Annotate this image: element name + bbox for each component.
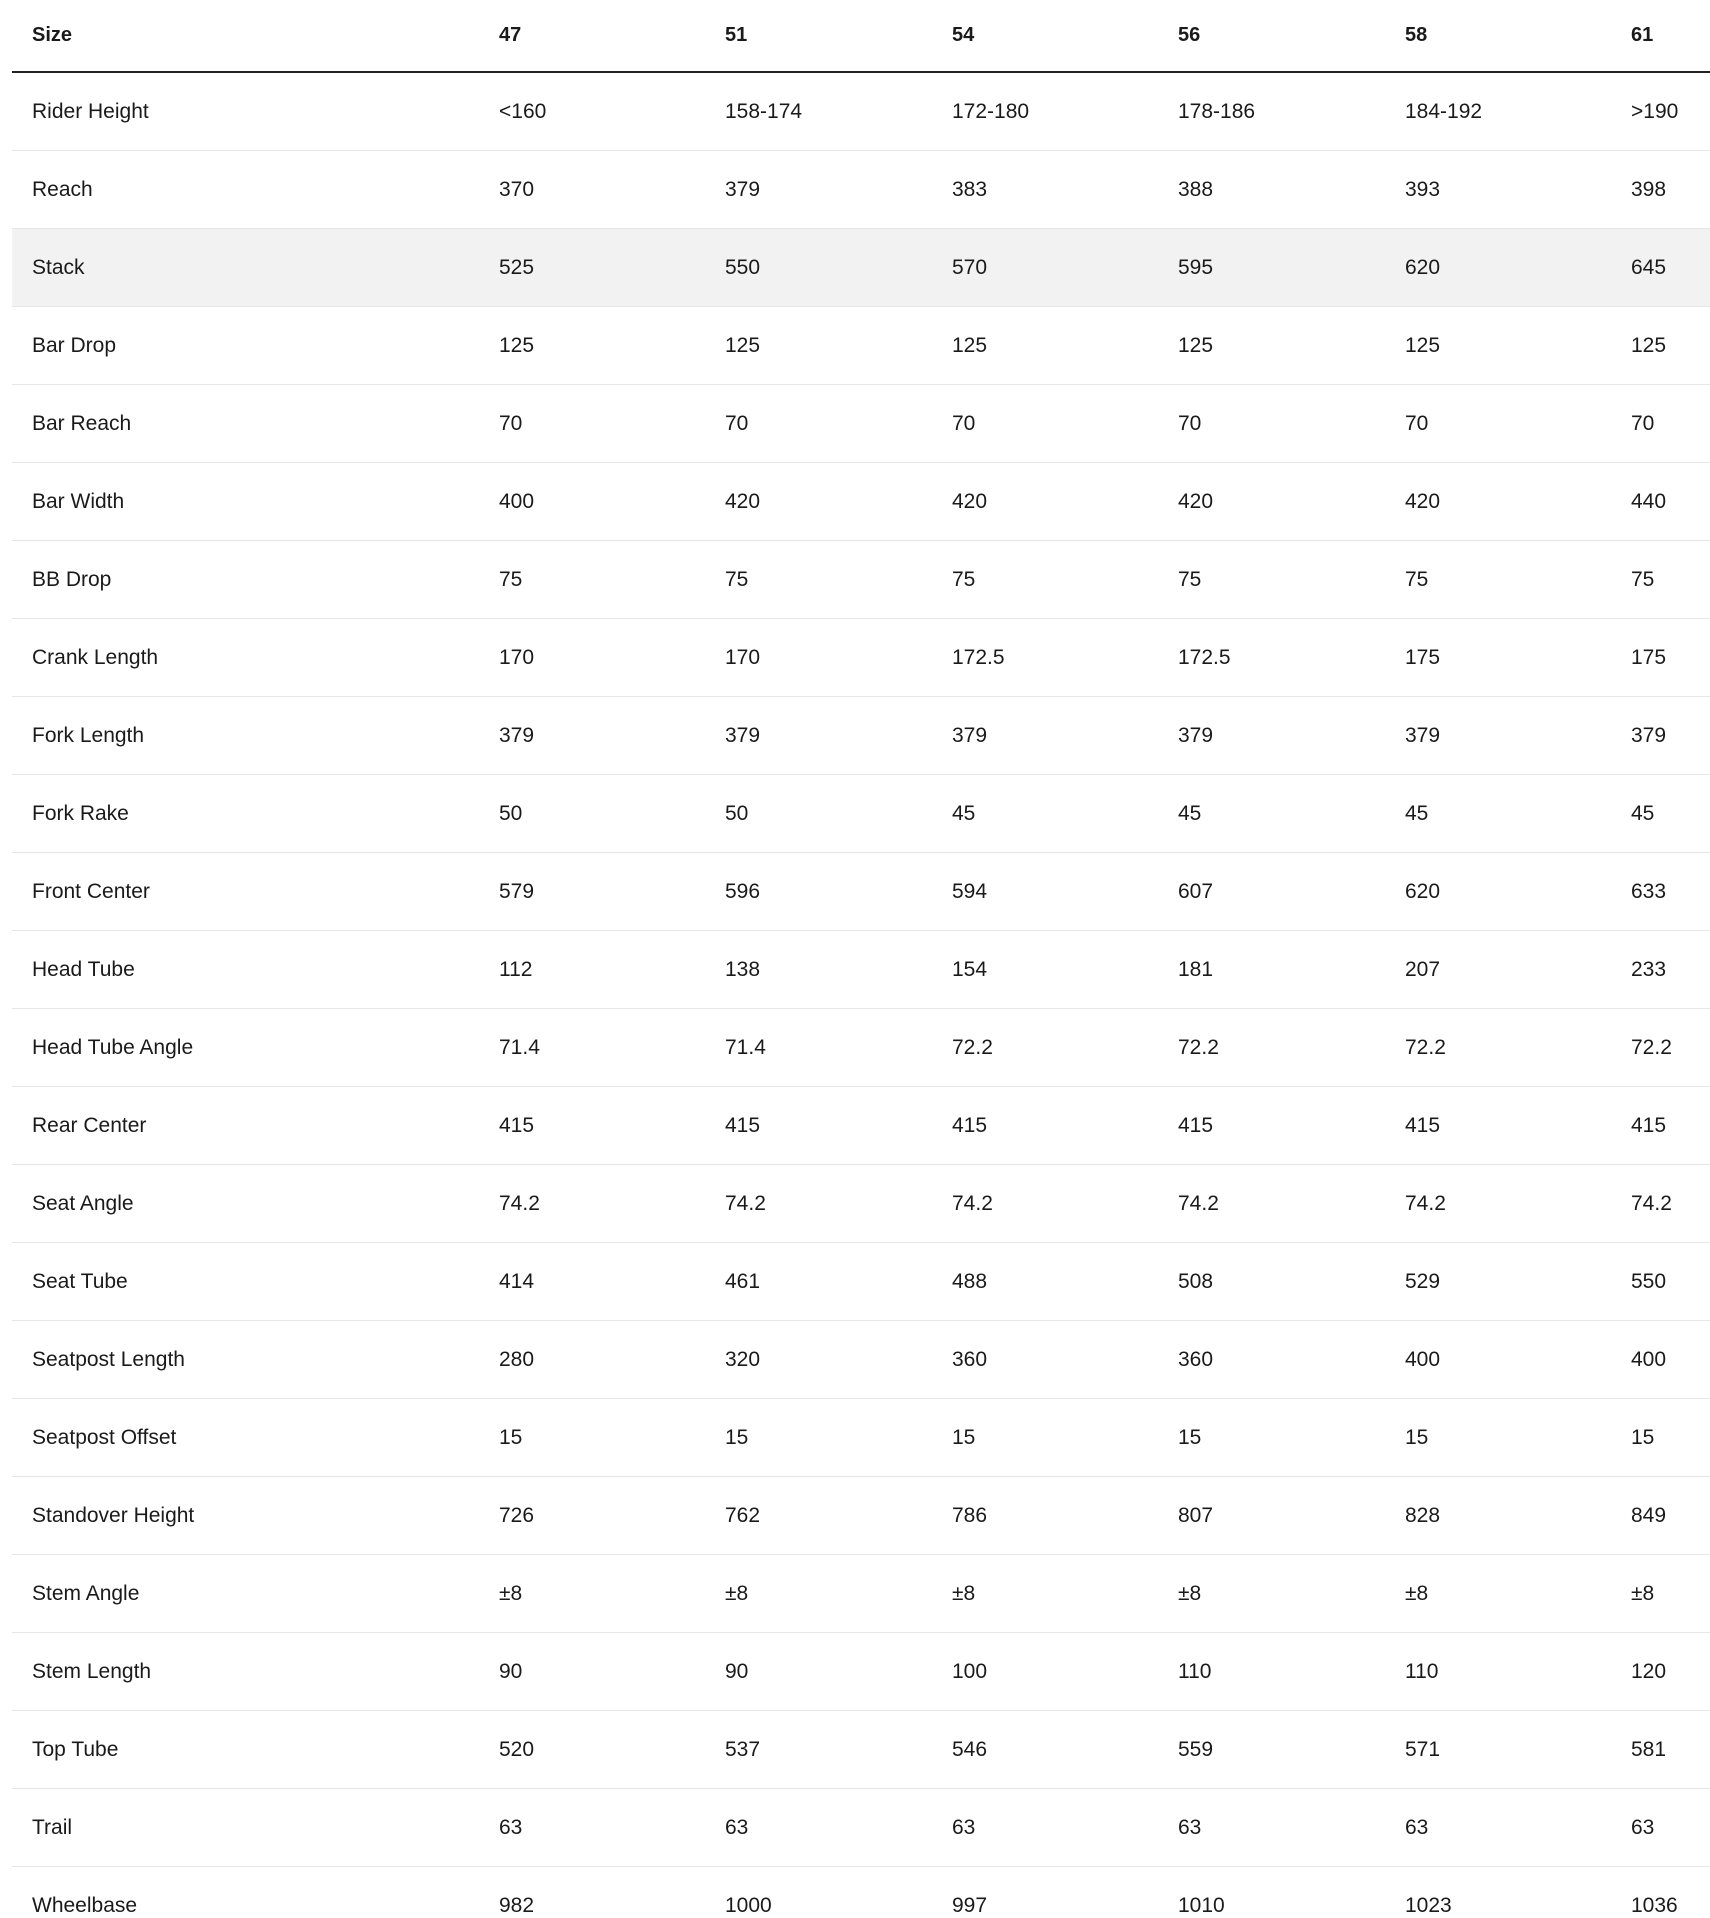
table-row [12,1087,1710,1165]
cell-value: 75 [1611,541,1710,619]
row-label: Standover Height [12,1477,479,1555]
row-label: Stack [12,229,479,307]
cell-value: 70 [1158,385,1385,463]
cell-value: 393 [1385,151,1611,229]
cell-value: 633 [1611,853,1710,931]
header-size-label: Size [12,0,479,72]
cell-value: 762 [705,1477,932,1555]
cell-value: 786 [932,1477,1158,1555]
cell-value: 90 [705,1633,932,1711]
table-row [12,1789,1710,1867]
cell-value: 415 [479,1087,705,1165]
table-header [12,0,1710,72]
table-row [12,1555,1710,1633]
cell-value: 125 [705,307,932,385]
table-row [12,1477,1710,1555]
row-label: Head Tube Angle [12,1009,479,1087]
table-row [12,1711,1710,1789]
cell-value: 74.2 [1385,1165,1611,1243]
cell-value: 63 [1158,1789,1385,1867]
cell-value: ±8 [1611,1555,1710,1633]
cell-value: 63 [1611,1789,1710,1867]
cell-value: 360 [932,1321,1158,1399]
cell-value: 45 [1158,775,1385,853]
cell-value: 1000 [705,1867,932,1918]
cell-value: 45 [1611,775,1710,853]
cell-value: 537 [705,1711,932,1789]
cell-value: 112 [479,931,705,1009]
cell-value: 63 [932,1789,1158,1867]
cell-value: 90 [479,1633,705,1711]
cell-value: 982 [479,1867,705,1918]
cell-value: 15 [479,1399,705,1477]
cell-value: 158-174 [705,72,932,151]
cell-value: 45 [932,775,1158,853]
cell-value: 72.2 [932,1009,1158,1087]
cell-value: 360 [1158,1321,1385,1399]
cell-value: 75 [1385,541,1611,619]
table-row [12,541,1710,619]
cell-value: 415 [1611,1087,1710,1165]
table-row [12,385,1710,463]
cell-value: 172-180 [932,72,1158,151]
row-label: Rear Center [12,1087,479,1165]
row-label: Seatpost Length [12,1321,479,1399]
table-row [12,853,1710,931]
cell-value: 72.2 [1611,1009,1710,1087]
cell-value: 420 [705,463,932,541]
row-label: Front Center [12,853,479,931]
cell-value: 75 [1158,541,1385,619]
cell-value: 379 [1385,697,1611,775]
cell-value: 71.4 [705,1009,932,1087]
cell-value: 138 [705,931,932,1009]
cell-value: 997 [932,1867,1158,1918]
cell-value: 154 [932,931,1158,1009]
cell-value: 15 [1158,1399,1385,1477]
row-label: Bar Width [12,463,479,541]
cell-value: 63 [705,1789,932,1867]
cell-value: 233 [1611,931,1710,1009]
cell-value: 175 [1385,619,1611,697]
cell-value: 175 [1611,619,1710,697]
cell-value: 415 [932,1087,1158,1165]
table-row [12,463,1710,541]
cell-value: 383 [932,151,1158,229]
cell-value: 207 [1385,931,1611,1009]
cell-value: 70 [932,385,1158,463]
table-row [12,151,1710,229]
row-label: Head Tube [12,931,479,1009]
cell-value: 488 [932,1243,1158,1321]
cell-value: 550 [705,229,932,307]
cell-value: 828 [1385,1477,1611,1555]
cell-value: 525 [479,229,705,307]
cell-value: 74.2 [1158,1165,1385,1243]
cell-value: 807 [1158,1477,1385,1555]
header-size-54: 54 [932,0,1158,72]
cell-value: 15 [705,1399,932,1477]
table-row [12,619,1710,697]
cell-value: 379 [705,697,932,775]
cell-value: 125 [1385,307,1611,385]
row-label: BB Drop [12,541,479,619]
cell-value: 15 [932,1399,1158,1477]
cell-value: ±8 [479,1555,705,1633]
cell-value: 50 [705,775,932,853]
cell-value: 1036 [1611,1867,1710,1918]
cell-value: 172.5 [1158,619,1385,697]
cell-value: 74.2 [1611,1165,1710,1243]
cell-value: 72.2 [1385,1009,1611,1087]
cell-value: 508 [1158,1243,1385,1321]
cell-value: 581 [1611,1711,1710,1789]
cell-value: 726 [479,1477,705,1555]
header-row [12,0,1710,72]
cell-value: >190 [1611,72,1710,151]
cell-value: 320 [705,1321,932,1399]
cell-value: 379 [705,151,932,229]
table-row [12,307,1710,385]
cell-value: ±8 [1385,1555,1611,1633]
geometry-table [12,0,1710,1918]
row-label: Trail [12,1789,479,1867]
cell-value: 398 [1611,151,1710,229]
table-row [12,1009,1710,1087]
geometry-table-container [12,0,1710,1918]
cell-value: 63 [1385,1789,1611,1867]
cell-value: 550 [1611,1243,1710,1321]
header-size-56: 56 [1158,0,1385,72]
cell-value: ±8 [932,1555,1158,1633]
cell-value: 70 [705,385,932,463]
cell-value: 420 [1385,463,1611,541]
cell-value: 415 [1385,1087,1611,1165]
cell-value: 178-186 [1158,72,1385,151]
cell-value: 74.2 [479,1165,705,1243]
cell-value: 50 [479,775,705,853]
cell-value: 125 [932,307,1158,385]
cell-value: 1023 [1385,1867,1611,1918]
cell-value: 400 [479,463,705,541]
cell-value: 400 [1385,1321,1611,1399]
cell-value: 170 [705,619,932,697]
table-row [12,1321,1710,1399]
table-row [12,697,1710,775]
cell-value: 559 [1158,1711,1385,1789]
cell-value: 75 [705,541,932,619]
header-size-47: 47 [479,0,705,72]
row-label: Reach [12,151,479,229]
cell-value: 620 [1385,853,1611,931]
header-size-58: 58 [1385,0,1611,72]
table-row [12,229,1710,307]
cell-value: 607 [1158,853,1385,931]
row-label: Fork Rake [12,775,479,853]
row-label: Stem Angle [12,1555,479,1633]
cell-value: 596 [705,853,932,931]
cell-value: 440 [1611,463,1710,541]
table-row [12,1399,1710,1477]
cell-value: 170 [479,619,705,697]
row-label: Top Tube [12,1711,479,1789]
cell-value: 125 [1611,307,1710,385]
table-row [12,775,1710,853]
cell-value: 71.4 [479,1009,705,1087]
cell-value: 379 [932,697,1158,775]
cell-value: 70 [479,385,705,463]
cell-value: 15 [1385,1399,1611,1477]
cell-value: 70 [1385,385,1611,463]
row-label: Stem Length [12,1633,479,1711]
cell-value: 125 [1158,307,1385,385]
cell-value: 379 [1611,697,1710,775]
table-row [12,1867,1710,1918]
cell-value: 414 [479,1243,705,1321]
table-body [12,72,1710,1918]
cell-value: 520 [479,1711,705,1789]
cell-value: 571 [1385,1711,1611,1789]
table-row [12,1165,1710,1243]
cell-value: 579 [479,853,705,931]
table-row [12,1243,1710,1321]
cell-value: 75 [479,541,705,619]
row-label: Bar Drop [12,307,479,385]
cell-value: 420 [1158,463,1385,541]
cell-value: 529 [1385,1243,1611,1321]
cell-value: ±8 [1158,1555,1385,1633]
cell-value: 70 [1611,385,1710,463]
cell-value: 620 [1385,229,1611,307]
cell-value: 110 [1385,1633,1611,1711]
cell-value: 595 [1158,229,1385,307]
cell-value: 379 [479,697,705,775]
cell-value: 120 [1611,1633,1710,1711]
row-label: Fork Length [12,697,479,775]
cell-value: 125 [479,307,705,385]
cell-value: 74.2 [932,1165,1158,1243]
cell-value: <160 [479,72,705,151]
cell-value: 379 [1158,697,1385,775]
cell-value: 45 [1385,775,1611,853]
cell-value: 110 [1158,1633,1385,1711]
table-row [12,1633,1710,1711]
row-label: Wheelbase [12,1867,479,1918]
cell-value: 388 [1158,151,1385,229]
cell-value: 172.5 [932,619,1158,697]
cell-value: 1010 [1158,1867,1385,1918]
cell-value: 75 [932,541,1158,619]
row-label: Seat Angle [12,1165,479,1243]
row-label: Rider Height [12,72,479,151]
cell-value: 181 [1158,931,1385,1009]
cell-value: 849 [1611,1477,1710,1555]
cell-value: 415 [705,1087,932,1165]
cell-value: 546 [932,1711,1158,1789]
cell-value: 280 [479,1321,705,1399]
row-label: Seatpost Offset [12,1399,479,1477]
cell-value: 461 [705,1243,932,1321]
cell-value: 370 [479,151,705,229]
cell-value: 15 [1611,1399,1710,1477]
cell-value: 645 [1611,229,1710,307]
row-label: Seat Tube [12,1243,479,1321]
cell-value: 100 [932,1633,1158,1711]
row-label: Bar Reach [12,385,479,463]
table-row [12,931,1710,1009]
cell-value: 184-192 [1385,72,1611,151]
cell-value: 63 [479,1789,705,1867]
cell-value: 570 [932,229,1158,307]
cell-value: 594 [932,853,1158,931]
header-size-61: 61 [1611,0,1710,72]
cell-value: ±8 [705,1555,932,1633]
cell-value: 74.2 [705,1165,932,1243]
header-size-51: 51 [705,0,932,72]
cell-value: 400 [1611,1321,1710,1399]
table-row [12,72,1710,151]
cell-value: 415 [1158,1087,1385,1165]
row-label: Crank Length [12,619,479,697]
cell-value: 420 [932,463,1158,541]
cell-value: 72.2 [1158,1009,1385,1087]
